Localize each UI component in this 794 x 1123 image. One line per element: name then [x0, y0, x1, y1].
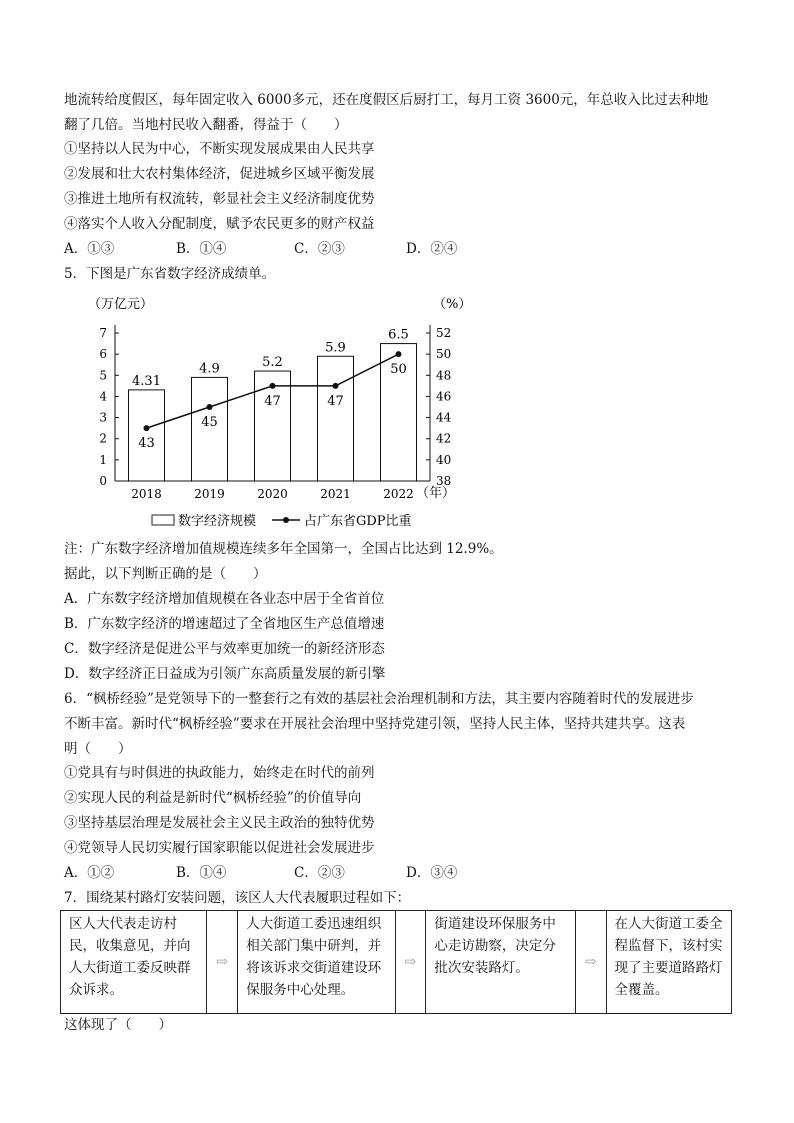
right-tick-label: 46: [436, 389, 452, 404]
q5-option-a[interactable]: A．广东数字经济增加值规模在各业态中居于全省首位: [64, 591, 385, 607]
right-tick-label: 50: [436, 347, 452, 362]
q5-ask: 据此，以下判断正确的是（ ）: [64, 566, 267, 582]
flow-arrow-icon: ⇨: [207, 911, 238, 1013]
q6-stem-line3: 明（ ）: [64, 741, 132, 757]
bar-value-label: 4.9: [199, 361, 220, 377]
x-tick-label: 2018: [131, 487, 162, 501]
left-tick-label: 0: [99, 474, 107, 488]
q6-statement-1: ①党具有与时俱进的执政能力，始终走在时代的前列: [64, 765, 375, 781]
left-axis-unit: （万亿元）: [88, 297, 154, 312]
bar: [318, 356, 354, 481]
x-tick-label: 2019: [194, 487, 225, 501]
q4-option-b[interactable]: B．①④: [176, 241, 227, 257]
legend-bar-swatch: [152, 515, 174, 525]
q6-option-c[interactable]: C．②③: [294, 865, 345, 881]
left-tick-label: 4: [99, 389, 107, 404]
q4-option-d[interactable]: D．②④: [406, 241, 458, 257]
q6-statement-3: ③坚持基层治理是发展社会主义民主政治的独特优势: [64, 815, 375, 831]
x-axis-unit: （年）: [416, 486, 456, 501]
left-tick-label: 5: [99, 368, 107, 383]
line-point: [207, 404, 213, 410]
bar-value-label: 6.5: [388, 327, 409, 343]
q7-stem: 7．围绕某村路灯安装问题，该区人大代表履职过程如下：: [64, 890, 411, 906]
left-tick-label: 2: [99, 431, 107, 446]
flow-step-4: 在人大街道工委全程监督下，该村实现了主要道路路灯全覆盖。: [614, 916, 723, 998]
q4-stem-line1: 地流转给度假区，每年固定收入 6000多元，还在度假区后厨打工，每月工资 3600元，年总收入比过去种地: [64, 92, 709, 108]
q5-option-c[interactable]: C．数字经济是促进公平与效率更加统一的新经济形态: [64, 641, 385, 657]
line-value-label: 47: [264, 393, 281, 409]
q5-option-b[interactable]: B．广东数字经济的增速超过了全省地区生产总值增速: [64, 616, 385, 632]
left-tick-label: 6: [99, 347, 107, 362]
line-point: [144, 425, 150, 431]
q6-stem-line1: 6．“枫桥经验”是党领导下的一整套行之有效的基层社会治理机制和方法，其主要内容随着时代的发展进步: [64, 691, 694, 707]
q5-note: 注：广东数字经济增加值规模连续多年全国第一，全国占比达到 12.9%。: [64, 541, 503, 557]
digital-economy-chart: [60, 290, 480, 535]
flow-arrow-icon: ⇨: [576, 911, 607, 1013]
flow-step-2: 人大街道工委迅速组织相关部门集中研判，并将该诉求交街道建设环保服务中心处理。: [238, 911, 395, 1013]
line-value-label: 50: [390, 362, 407, 378]
q5-option-d[interactable]: D．数字经济正日益成为引领广东高质量发展的新引擎: [64, 666, 386, 682]
line-point: [270, 383, 276, 389]
bar-value-label: 5.2: [262, 355, 283, 371]
line-value-label: 47: [327, 393, 344, 409]
x-axis-labels: [131, 487, 414, 501]
right-tick-label: 38: [436, 474, 452, 488]
left-tick-label: 7: [99, 326, 107, 340]
q6-option-b[interactable]: B．①④: [176, 865, 227, 881]
q5-stem: 5．下图是广东省数字经济成绩单。: [64, 266, 276, 282]
legend-bar-label: 数字经济规模: [178, 514, 257, 529]
q6-statement-2: ②实现人民的利益是新时代“枫桥经验”的价值导向: [64, 790, 362, 806]
q6-statement-4: ④党领导人民切实履行国家职能以促进社会发展进步: [64, 840, 375, 856]
legend-line-marker: [283, 517, 289, 523]
line-value-label: 45: [201, 415, 218, 430]
right-tick-label: 48: [436, 368, 452, 383]
left-tick-label: 3: [99, 410, 107, 425]
x-tick-label: 2021: [320, 487, 351, 501]
right-axis-unit: （%）: [433, 297, 472, 312]
q4-option-c[interactable]: C．②③: [294, 241, 345, 257]
q6-stem-line2: 不断丰富。新时代“枫桥经验”要求在开展社会治理中坚持党建引领，坚持人民主体，坚持共建共享。这表: [64, 716, 686, 732]
x-tick-label: 2020: [257, 487, 288, 501]
line-point: [396, 351, 402, 357]
q4-statement-4: ④落实个人收入分配制度，赋予农民更多的财产权益: [64, 216, 375, 232]
right-tick-label: 40: [436, 452, 452, 467]
q7-ask: 这体现了（ ）: [64, 1017, 172, 1033]
q6-option-a[interactable]: A．①②: [64, 865, 115, 881]
q4-stem-line2: 翻了几倍。当地村民收入翻番，得益于（ ）: [64, 117, 348, 133]
right-tick-label: 42: [436, 431, 452, 446]
left-tick-label: 1: [99, 452, 107, 467]
q7-process-flow: [60, 910, 732, 1014]
line-value-label: 43: [138, 436, 155, 452]
line-point: [333, 383, 339, 389]
flow-step-1: 区人大代表走访村民，收集意见，并向人大街道工委反映群众诉求。: [61, 911, 207, 1013]
legend-line-label: 占广东省GDP比重: [304, 514, 412, 529]
bar-value-label: 5.9: [325, 340, 346, 356]
flow-arrow-icon: ⇨: [396, 911, 427, 1013]
right-tick-label: 52: [436, 326, 452, 340]
q4-statement-1: ①坚持以人民为中心，不断实现发展成果由人民共享: [64, 141, 375, 157]
q6-option-d[interactable]: D．③④: [406, 865, 458, 881]
q4-statement-3: ③推进土地所有权流转，彰显社会主义经济制度优势: [64, 191, 375, 207]
flow-step-3: 街道建设环保服务中心走访勘察，决定分批次安装路灯。: [426, 911, 575, 1013]
x-tick-label: 2022: [383, 487, 414, 501]
bar-value-label: 4.31: [132, 373, 161, 389]
q4-statement-2: ②发展和壮大农村集体经济，促进城乡区域平衡发展: [64, 166, 375, 182]
q4-option-a[interactable]: A．①③: [64, 241, 115, 257]
right-tick-label: 44: [436, 410, 452, 425]
left-axis-ticks: [99, 326, 119, 488]
